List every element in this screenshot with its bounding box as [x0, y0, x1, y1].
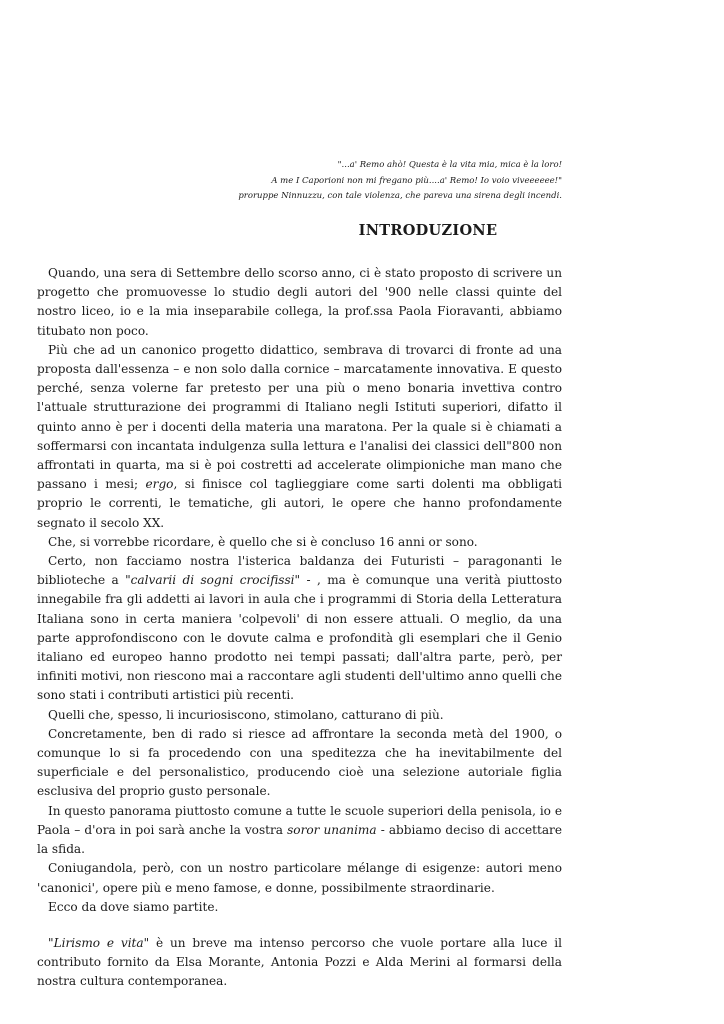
text-run: è un breve ma intenso percorso che vuole portare alla luce il contributo fornito da Elsa Morante, Antonia Pozzi e Alda Merini al formarsi della nostra cultura contemporanea.: [37, 935, 562, 989]
epigraph-line: A me I Caporioni non mi fregano più....a' Remo! Io voio viveeeeee!": [271, 175, 562, 186]
paragraph: [37, 552, 562, 706]
paragraph: Quando, una sera di Settembre dello scorso anno, ci è stato proposto di scrivere un progetto che promuovesse lo studio degli autori del '900 nelle classi quinte del nostro liceo, io e la mia inseparabile collega, la prof.ssa Paola Fioravanti, abbiamo titubato non poco.: [37, 266, 562, 338]
text-run: - , ma è comunque una verità piuttosto innegabile fra gli addetti ai lavori in aula che i programmi di Storia della Letteratura Italiana sono in certa maniera 'colpevoli' di non essere attuali. O meglio, da una parte approfondiscono con le dovute calma e profondità gli esemplari che il Genio italiano ed europeo hanno prodotto nei tempi passati; dall'altra parte, però, per infiniti motivi, non riescono mai a raccontare agli studenti dell'ultimo anno quelli che sono stati i contributi artistici più recenti.: [37, 573, 562, 703]
text-run: - abbiamo deciso di accettare la sfida.: [37, 822, 562, 857]
paragraph: Ecco da dove siamo partite.: [48, 899, 219, 914]
epigraph: [132, 158, 562, 205]
paragraph: Che, si vorrebbe ricordare, è quello che si è concluso 16 anni or sono.: [48, 534, 478, 549]
text-run: In questo panorama piuttosto comune a tutte le scuole superiori della penisola, io e Paola – d'ora in poi sarà anche la vostra: [37, 803, 562, 837]
paragraph: [37, 934, 562, 992]
paragraph: Concretamente, ben di rado si riesce ad affrontare la seconda metà del 1900, o comunque lo si fa procedendo con una speditezza che ha inevitabilmente del superficiale e del personalistico, producendo cioè una selezione autoriale figlia esclusiva del proprio gusto personale.: [37, 726, 562, 799]
paragraph: [37, 802, 562, 860]
emphasis-text: soror unanima: [287, 822, 377, 837]
quotation-text: "calvarii di sogni crocifissi": [125, 573, 301, 588]
paragraph: Quelli che, spesso, li incuriosiscono, stimolano, catturano di più.: [48, 707, 444, 722]
page-title: INTRODUZIONE: [358, 222, 498, 239]
text-run: Più che ad un canonico progetto didattico, sembrava di trovarci di fronte ad una proposta dall'essenza – e non solo dalla cornice – marcatamente innovativa. E questo perché, senza volerne far pretesto per una più o meno bonaria invettiva contro l'attuale strutturazione dei programmi di Italiano negli Istituti superiori, difatto il quinto anno è per i docenti della materia una maratona. Per la quale si è chiamati a soffermarsi con incantata indulgenza sulla lettura e l'analisi dei classici dell"800 non affrontati in quarta, ma si è poi costretti ad accelerate olimpioniche man mano che passano i mesi;: [37, 342, 562, 492]
text-run: , si finisce col taglieggiare come sarti dolenti ma obbligati proprio le correnti, le tematiche, gli autori, le opere che hanno profondamente segnato il secolo XX.: [37, 477, 563, 530]
document-body: [37, 264, 562, 992]
epigraph-line: proruppe Ninnuzzu, con tale violenza, che pareva una sirena degli incendi.: [238, 191, 562, 201]
emphasis-text: ergo: [145, 477, 174, 492]
text-run: Certo, non facciamo nostra l'isterica baldanza dei Futuristi – paragonanti le biblioteche a: [37, 554, 562, 588]
project-title: "Lirismo e vita": [48, 935, 150, 950]
paragraph: Coniugandola, però, con un nostro particolare mélange di esigenze: autori meno 'canonici', opere più e meno famose, e donne, possibilmente straordinarie.: [37, 861, 562, 895]
paragraph: [37, 341, 562, 533]
epigraph-line: "...a' Remo ahò! Questa è la vita mia, mica è la loro!: [337, 160, 562, 170]
